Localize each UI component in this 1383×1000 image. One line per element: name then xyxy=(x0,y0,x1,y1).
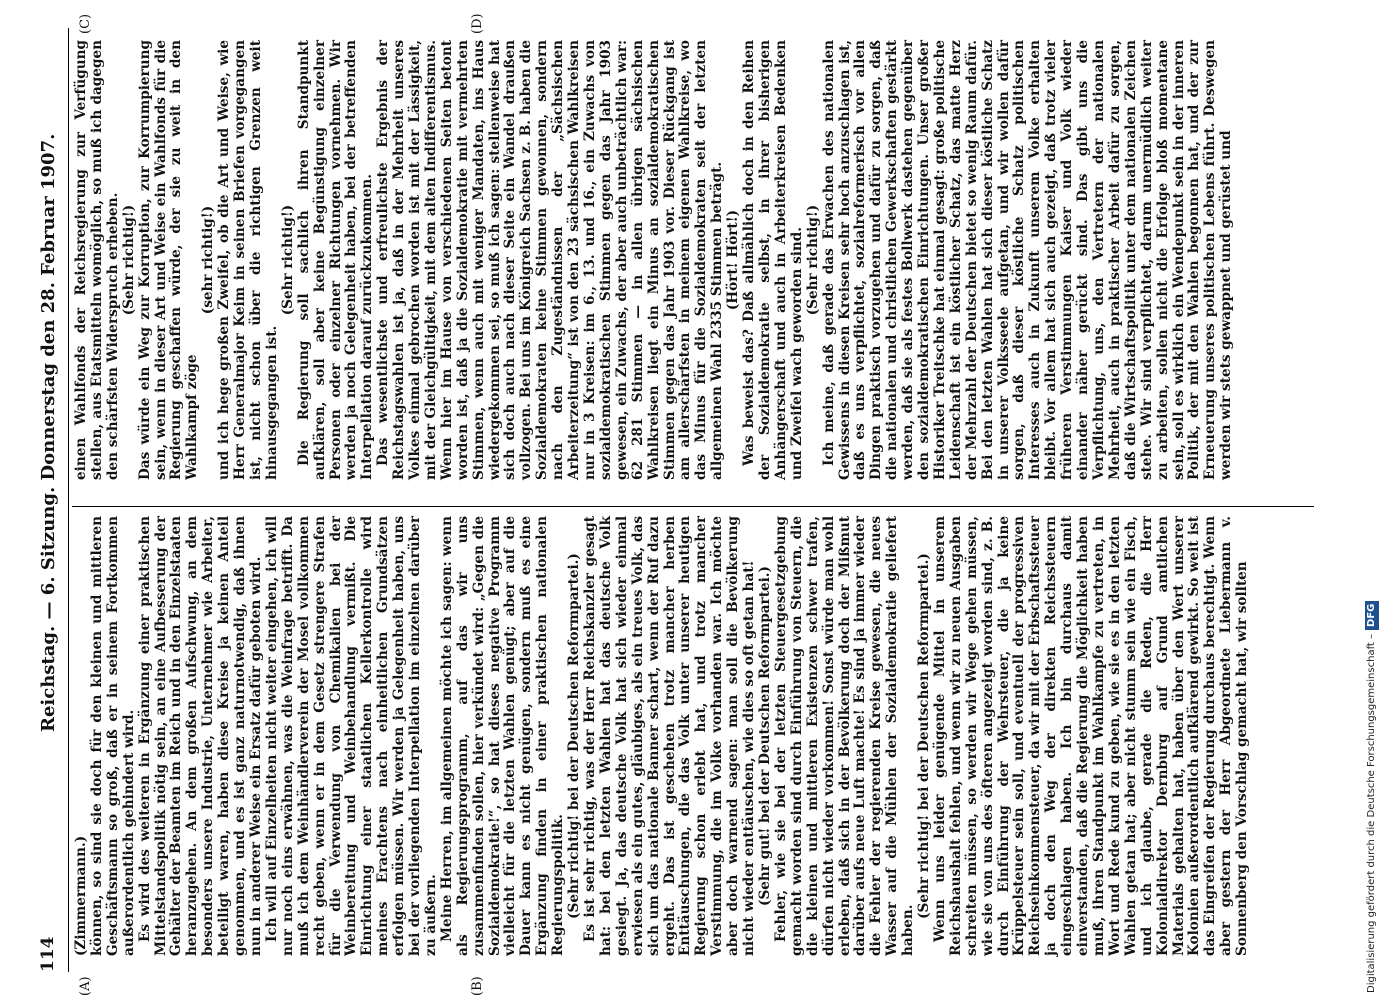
page-number: 114 xyxy=(38,936,58,972)
dfg-logo: DFG xyxy=(1365,601,1379,630)
interjection: (Sehr richtig!) xyxy=(279,204,296,316)
margin-marker-c: (C) xyxy=(78,13,93,34)
paragraph: Es ist sehr richtig, was der Herr Reichskanzler gesagt hat: bei den letzten Wahlen hat das deutsche Volk gesiegt. Ja, das deutsche Volk hat sich wieder einmal erwiesen als ein gutes, gläubiges, als ein treues Volk, das sich um das nationale Banner schart, wenn der Ruf dazu ergeht. Das ist geschehen trotz mancher herben Enttäuschungen, die das Volk unter unserer heutigen Regierung schon erlebt hat, und trotz mancher Verstimmung, die im Volke vorhanden war. Ich möchte aber doch warnend sagen: man soll die Bevölkerung nicht wieder enttäuschen, wie dies so oft getan hat! xyxy=(582,516,758,956)
paragraph: Ich will auf Einzelheiten nicht weiter eingehen, ich will nur noch eins erwähnen, was die Weinfrage betrifft. Da muß ich dem Weinhändlerverein der Mosel vollkommen recht geben, wenn er in dem Gesetz strengere Strafen für die Verwendung von Chemikalien bei der Weinbereitung und Weinbehandlung vermißt. Die Einrichtung einer staatlichen Kellerkontrolle wird meines Erachtens nach einheitlichen Grundsätzen erfolgen müssen. Wir werden ja Gelegenheit haben, uns bei der vorliegenden Interpellation im einzelnen darüber zu äußern. xyxy=(263,516,439,956)
running-title: Reichstag. — 6. Sitzung. Donnerstag den 28. Februar 1907. xyxy=(38,133,59,732)
header-rule xyxy=(68,28,69,972)
interjection: (sehr richtig!) xyxy=(200,205,217,315)
paragraph: Das würde ein Weg zur Korruption, zur Korrumpierung sein, wenn in dieser Art und Weise ein Wahlfonds für die Regierung geschaffen würde, der sie zu weit in den Wahlkampf zöge xyxy=(136,40,201,480)
margin-marker-b: (B) xyxy=(470,976,485,996)
paragraph: und ich hege großen Zweifel, ob die Art und Weise, wie Herr Generalmajor Keim in seinen Briefen vorgegangen ist, nicht schon über die richtigen Grenzen weit hinausgegangen ist. xyxy=(216,40,280,480)
watermark-text: Digitalisierung gefördert durch die Deutsche Forschungsgemeinschaft – xyxy=(1366,633,1377,993)
paragraph: Die Regierung soll sachlich ihren Standpunkt aufklären, soll aber keine Begünstigung einzelner Personen oder einzelner Richtungen vornehmen. Wir werden ja noch Gelegenheit haben, bei der betreffenden Interpellation darauf zurückzukommen. xyxy=(295,40,376,480)
paragraph: (Zimmermann.) xyxy=(73,835,89,956)
paragraph: Meine Herren, im allgemeinen möchte ich sagen: wenn als Regierungsprogramm, auf das wir uns zusammenfinden sollen, hier verkündet wird: „Gegen die Sozialdemokratie!“, so hat dieses negative Programm vielleicht für die letzten Wahlen genügt; aber auf die Dauer kann es nicht genügen, sondern muß es eine Ergänzung finden in einer praktischen nationalen Regierungspolitik. xyxy=(438,516,567,956)
interjection: (Sehr richtig!) xyxy=(804,204,821,316)
paragraph: einen Wahlfonds der Reichsregierung zur Verfügung stellen, aus Etatsmitteln womöglich, so muß ich dagegen den schärfsten Widerspruch erheben. xyxy=(73,40,121,480)
left-column xyxy=(74,516,1251,956)
interjection: (Sehr richtig! bei der Deutschen Reformpartei.) xyxy=(916,553,933,919)
interjection: (Hört! Hört!) xyxy=(725,209,742,311)
right-column xyxy=(74,40,1235,480)
interjection: (Sehr gut! bei der Deutschen Reformpartei.) xyxy=(756,566,773,906)
page-header xyxy=(38,28,66,972)
paragraph: Fehler, wie sie bei der letzten Steuergesetzgebung gemacht worden sind durch Einführung von Steuern, die die kleinen und mittleren Existenzen schwer trafen, dürfen nicht wieder vorkommen! Sonst würde man wohl erleben, daß sich in der Bevölkerung doch der Mißmut darüber aufs neue Luft machte! Es sind ja immer wieder die Fehler der regierenden Kreise gewesen, die neues Wasser auf die Mühlen der Sozialdemokratie geliefert haben. xyxy=(772,516,917,956)
interjection: (Sehr richtig! bei der Deutschen Reformpartei.) xyxy=(566,553,583,919)
interjection: (Sehr richtig!) xyxy=(120,204,137,316)
paragraph: Ich meine, daß gerade das Erwachen des nationalen Gewissens in diesen Kreisen sehr hoch anzuschlagen ist, daß es uns verpflichtet, sozialreformerisch vor allen Dingen praktisch vorzugehen und dafür zu sorgen, daß die nationalen und christlichen Gewerkschaften gestärkt werden, daß sie als festes Bollwerk dastehen gegenüber den sozialdemokratischen Einrichtungen. Unser großer Historiker Treitschke hat einmal gesagt: große politische Leidenschaft ist ein köstlicher Schatz, das matte Herz der Mehrzahl der Deutschen bietet so wenig Raum dafür. Bei den letzten Wahlen hat sich dieser köstliche Schatz in unserer Volksseele aufgetan, und wir wollen dafür sorgen, daß dieser köstliche Schatz politischen Interesses auch in Zukunft unserem Volke erhalten bleibt. Vor allem hat sich auch gezeigt, daß trotz vieler früheren Verstimmungen Kaiser und Volk wieder einander näher gerückt sind. Das gibt uns die Verpflichtung, uns, den Vertretern der nationalen Mehrheit, auch in praktischer Arbeit dafür zu sorgen, daß die Wirtschaftspolitik unter dem nationalen Zeichen stehe. Wir sind verpflichtet, darum unermüdlich weiter zu arbeiten, sollen nicht die Erfolge bloß momentane sein, soll es wirklich ein Wendepunkt sein in der inneren Politik, der mit den Wahlen begonnen hat, und der zur Erneuerung unseres politischen Lebens führt. Deswegen werden wir stets gewappnet und gerüstet und xyxy=(820,40,1235,480)
paragraph: Das wesentlichste und erfreulichste Ergebnis der Reichstagswahlen ist ja, daß in der Mehrheit unseres Volkes einmal gebrochen worden ist mit der Lässigkeit, mit der Gleichgültigkeit, mit dem alten Indifferentismus. Wenn hier im Hause von verschiedenen Seiten betont worden ist, daß ja die Sozialdemokratie mit vermehrten Stimmen, wenn auch mit weniger Mandaten, ins Haus wiedergekommen sei, so muß ich sagen: stellenweise hat sich doch auch nach dieser Seite ein Wandel draußen vollzogen. Bei uns im Königreich Sachsen z. B. haben die Sozialdemokraten keine Stimmen gewonnen, sondern nach den Zugeständnissen der „Sächsischen Arbeiterzeitung“ ist von den 23 sächsischen Wahlkreisen nur in 3 Kreisen: im 6., 13. und 16., ein Zuwachs von sozialdemokratischen Stimmen gegen das Jahr 1903 gewesen, ein Zuwachs, der aber auch unbeträchtlich war: 62 281 Stimmen — in allen übrigen sächsischen Wahlkreisen liegt ein Minus an sozialdemokratischen Stimmen gegen das Jahr 1903 vor. Dieser Rückgang ist am allerschärfsten in meinem eigenen Wahlkreise, wo das Minus für die Sozialdemokraten seit der letzten allgemeinen Wahl 2335 Stimmen beträgt. xyxy=(375,40,726,480)
paragraph: Wenn uns leider genügende Mittel in unserem Reichshaushalt fehlen, und wenn wir zu neuen Ausgaben schreiten müssen, so werden wir Wege gehen müssen, wie sie von uns des öfteren angezeigt worden sind, z. B. durch Einführung der Wehrsteuer, die ja keine Krüppelsteuer sein soll, und eventuell der progressiven Reichseinkommensteuer, da wir mit der Erbschaftssteuer ja doch den Weg der direkten Reichssteuern eingeschlagen haben. Ich bin durchaus damit einverstanden, daß die Regierung die Möglichkeit haben muß, ihren Standpunkt im Wahlkampfe zu vertreten, in Wort und Rede kund zu geben, wie sie es in den letzten Wahlen getan hat; aber nicht stumm sein wie ein Fisch, und ich glaube, gerade die Reden, die Herr Kolonialdirektor Dernburg auf Grund amtlichen Materials gehalten hat, haben über den Wert unserer Kolonien außerordentlich aufklärend gewirkt. So weit ist das Eingreifen der Regierung durchaus berechtigt. Wenn aber gestern der Herr Abgeordnete Liebermann v. Sonnenberg den Vorschlag gemacht hat, wir sollten xyxy=(931,516,1251,956)
paragraph: Was beweist das? Daß allmählich doch in den Reihen der Sozialdemokratie selbst, in ihrer bisherigen Anhängerschaft und auch in Arbeiterkreisen Bedenken und Zweifel wach geworden sind. xyxy=(741,40,805,480)
digitization-watermark xyxy=(1365,8,1379,993)
paragraph: können, so sind sie doch für den kleinen und mittleren Geschäftsmann so groß, daß er in seinem Fortkommen außerordentlich gehindert wird. xyxy=(88,516,137,956)
column-divider xyxy=(72,506,1314,507)
paragraph: Es wird des weiteren in Ergänzung einer praktischen Mittelstandspolitik nötig sein, an eine Aufbesserung der Gehälter der Beamten im Reich und in den Einzelstaaten heranzugehen. An dem großen Aufschwung, an dem besonders unsere Industrie, Unternehmer wie Arbeiter, beteiligt waren, haben diese Kreise ja keinen Anteil genommen, und es ist ganz naturnotwendig, daß ihnen nun in anderer Weise ein Ersatz dafür geboten wird. xyxy=(136,516,264,956)
margin-marker-d: (D) xyxy=(470,13,485,34)
margin-marker-a: (A) xyxy=(78,976,93,996)
